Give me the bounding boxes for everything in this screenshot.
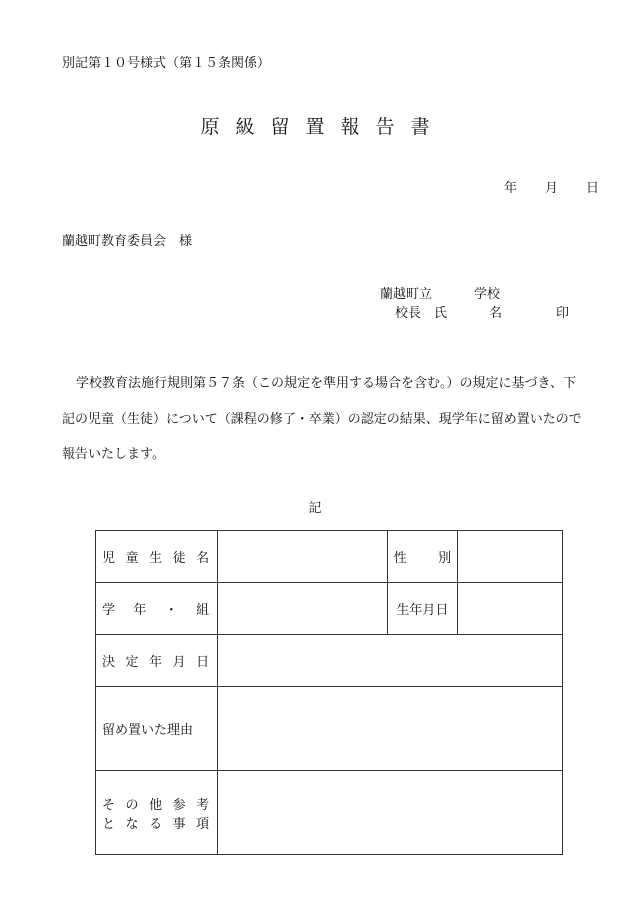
label-char: 事: [172, 816, 186, 832]
title-char: 原: [200, 116, 220, 138]
decision-date-label: [96, 635, 218, 687]
student-name-field[interactable]: [218, 531, 388, 583]
label-char: な: [125, 816, 139, 832]
school-prefix: 蘭越町立: [380, 287, 433, 302]
label-char: 年: [149, 655, 163, 670]
sender-school: [380, 283, 500, 302]
date-day-label: 日: [586, 181, 600, 196]
label-char: 組: [196, 603, 210, 618]
reason-label: 留め置いた理由: [96, 687, 218, 771]
other-notes-label: [96, 771, 218, 855]
label-char: る: [149, 816, 163, 832]
title-char: 留: [270, 116, 290, 138]
reason-field[interactable]: [218, 687, 563, 771]
seal-mark: 印: [556, 306, 570, 321]
table-row: [96, 531, 563, 583]
other-notes-field[interactable]: [218, 771, 563, 855]
label-char: 名: [196, 551, 210, 566]
title-char: 告: [375, 116, 395, 138]
addressee: 蘭越町教育委員会 様: [62, 234, 193, 249]
sender-principal: [395, 302, 569, 321]
student-info-table: [95, 530, 563, 855]
label-char: と: [102, 816, 116, 832]
body-line: 報告いたします。: [62, 447, 165, 462]
grade-class-field[interactable]: [218, 583, 388, 635]
label-char: 別: [438, 551, 452, 566]
label-char: 年: [133, 603, 147, 618]
label-char: ・: [164, 603, 178, 618]
birthdate-field[interactable]: [458, 583, 563, 635]
body-line: 記の児童（生徒）について（課程の修了・卒業）の認定の結果、現学年に留め置いたので: [62, 412, 582, 427]
table-row: [96, 687, 563, 771]
label-char: 童: [125, 551, 139, 566]
label-char: 日: [196, 655, 210, 670]
label-char: 項: [196, 816, 210, 832]
label-char: 決: [102, 655, 116, 670]
label-char: 考: [196, 797, 210, 813]
student-name-label: [96, 531, 218, 583]
title-char: 報: [340, 116, 360, 138]
label-char: 他: [149, 797, 163, 813]
school-suffix: 学校: [474, 287, 501, 302]
ki-heading: 記: [308, 501, 322, 516]
label-char: そ: [102, 797, 116, 813]
name-label: 名: [489, 306, 503, 321]
title-char: 置: [305, 116, 325, 138]
table-row: [96, 635, 563, 687]
table-row: [96, 771, 563, 855]
label-char: 徒: [172, 551, 186, 566]
principal-label: 校長 氏: [395, 306, 448, 321]
body-line: 学校教育法施行規則第５７条（この規定を準用する場合を含む。）の規定に基づき、下: [76, 376, 576, 391]
date-month-label: 月: [545, 181, 559, 196]
form-number: 別記第１０号様式（第１５条関係）: [62, 56, 271, 71]
label-char: 定: [125, 655, 139, 670]
label-char: 学: [102, 603, 116, 618]
title-char: 級: [235, 116, 255, 138]
date-year-label: 年: [504, 181, 518, 196]
decision-date-field[interactable]: [218, 635, 563, 687]
title-char: 書: [410, 116, 430, 138]
document-title: [0, 112, 630, 139]
label-char: 月: [172, 655, 186, 670]
gender-label: [387, 531, 457, 583]
label-char: 生: [149, 551, 163, 566]
gender-field[interactable]: [458, 531, 563, 583]
label-char: 性: [393, 551, 407, 566]
birthdate-label: 生年月日: [387, 583, 457, 635]
date-line: [504, 177, 599, 196]
label-char: 児: [102, 551, 116, 566]
label-char: の: [125, 797, 139, 813]
table-row: [96, 583, 563, 635]
label-char: 参: [172, 797, 186, 813]
grade-class-label: [96, 583, 218, 635]
